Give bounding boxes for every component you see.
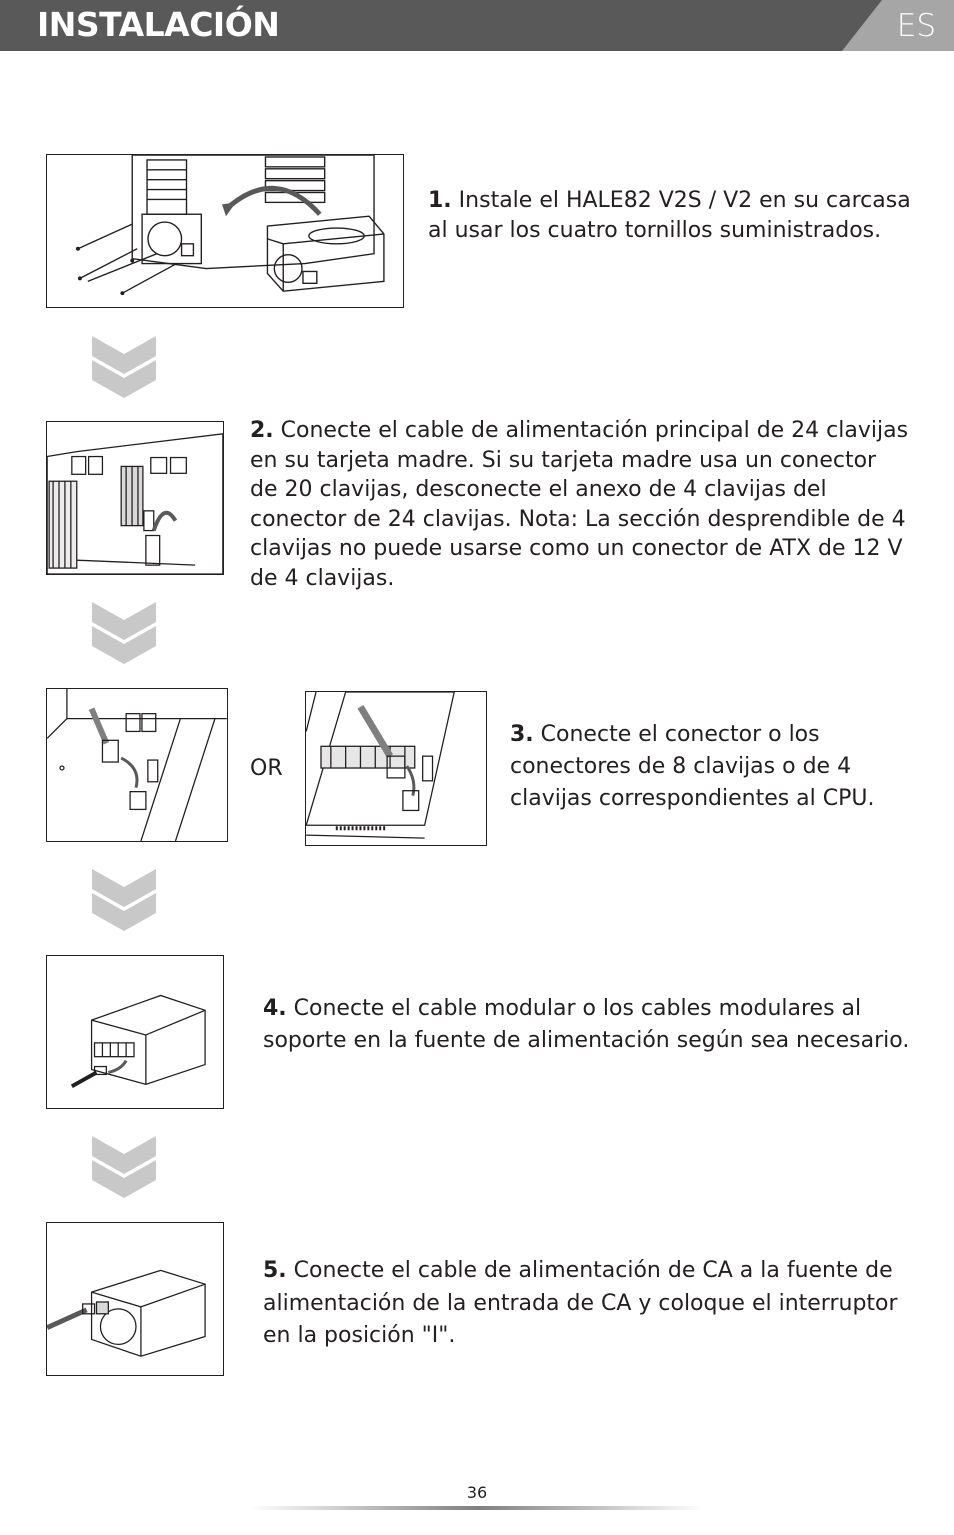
step-1-number: 1. [428, 188, 452, 213]
step-5-figure [46, 1222, 224, 1376]
psu-modular-illustration [47, 956, 223, 1108]
step-3-number: 3. [510, 722, 534, 747]
motherboard-24pin-illustration [47, 422, 223, 574]
psu-ac-cable-illustration [47, 1223, 223, 1375]
or-label: OR [250, 756, 283, 781]
page-title: INSTALACIÓN [37, 5, 280, 44]
double-chevron-down-icon [92, 334, 156, 398]
step-4-number: 4. [263, 996, 287, 1021]
step-3-description: Conecte el conector o los conectores de 8 clavijas o de 4 clavijas correspondientes al CPU. [510, 722, 875, 811]
header-bar [0, 0, 954, 51]
step-4-figure [46, 955, 224, 1109]
step-3-text [510, 719, 920, 815]
step-4-description: Conecte el cable modular o los cables modulares al soporte en la fuente de alimentación según sea necesario. [263, 996, 910, 1053]
step-2-description: Conecte el cable de alimentación principal de 24 clavijas en su tarjeta madre. Si su tarjeta madre usa un conector de 20 clavijas, desconecte el anexo de 4 clavijas del conector de 24 clavijas. Nota: La sección desprendible de 4 clavijas no puede usarse como un conector de ATX de 12 V de 4 clavijas. [250, 418, 909, 591]
cpu-4pin-illustration [47, 689, 227, 841]
step-3-figure-8pin [305, 691, 487, 846]
step-2-figure [46, 421, 224, 575]
page-number: 36 [466, 1483, 488, 1502]
double-chevron-down-icon [92, 1134, 156, 1198]
step-5-number: 5. [263, 1258, 287, 1283]
step-3-figure-4pin [46, 688, 228, 842]
step-2-number: 2. [250, 418, 274, 443]
cpu-8pin-illustration [306, 692, 486, 845]
pc-case-illustration [47, 155, 403, 307]
double-chevron-down-icon [92, 600, 156, 664]
step-5-description: Conecte el cable de alimentación de CA a la fuente de alimentación de la entrada de CA y coloque el interruptor en la posición "I". [263, 1258, 898, 1348]
double-chevron-down-icon [92, 867, 156, 931]
step-5-text [263, 1255, 923, 1353]
footer-rule [250, 1506, 705, 1510]
language-label: ES [896, 8, 936, 44]
step-1-text [428, 186, 918, 246]
step-2-text [250, 416, 910, 593]
step-1-figure [46, 154, 404, 308]
step-4-text [263, 993, 923, 1057]
step-1-description: Instale el HALE82 V2S / V2 en su carcasa al usar los cuatro tornillos suministrados. [428, 188, 911, 243]
